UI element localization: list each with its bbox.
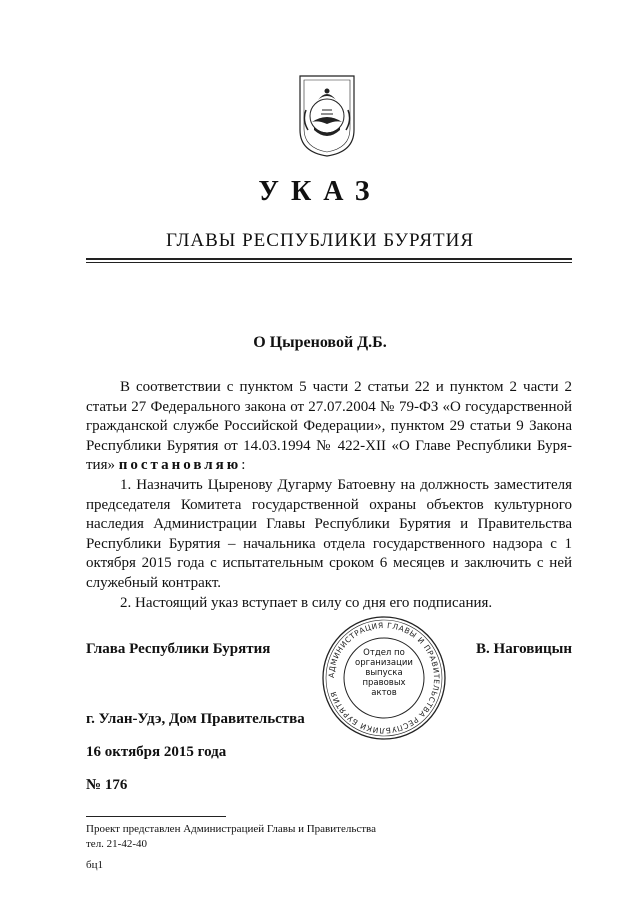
signer-name: В. Наговицын — [476, 641, 572, 657]
footer-code: бц1 — [86, 859, 103, 871]
footer-prepared-by: Проект представлен Администрацией Главы и Правительства — [86, 823, 376, 835]
stamp-line: правовых — [362, 678, 406, 688]
footer-divider — [86, 816, 226, 817]
stamp-ring-text: АДМИНИСТРАЦИЯ ГЛАВЫ И ПРАВИТЕЛЬСТВА РЕСПУБЛИКИ БУРЯТИЯ — [326, 620, 442, 736]
signer-title: Глава Республики Бурятия — [86, 641, 271, 657]
header-divider — [86, 258, 572, 260]
preamble-paragraph — [86, 378, 572, 476]
stamp-inner-text — [354, 648, 414, 708]
coat-of-arms-emblem — [296, 72, 358, 158]
decree-subject: О Цыреновой Д.Б. — [253, 334, 387, 351]
issuing-authority: ГЛАВЫ РЕСПУБЛИКИ БУРЯТИЯ — [165, 230, 475, 251]
stamp-line: организации — [355, 658, 413, 668]
footer-phone: тел. 21-42-40 — [86, 838, 148, 850]
issue-place: г. Улан-Удэ, Дом Правительства — [86, 711, 305, 727]
decree-item-1: 1. Назначить Цыренову Дугарму Батоевну на должность заместителя председателя Комитета государственной охраны объектов культурного наследия Администрации Главы Республики Бурятия и Правительства Республики Бурятия – начальника отдела государственного надзора с 1 октября 2015 года с испытательным сроком 6 месяцев и заключить с ней служебный контракт. — [86, 477, 572, 591]
official-stamp — [320, 614, 448, 742]
decree-number: № 176 — [86, 777, 128, 793]
stamp-line: актов — [371, 688, 397, 698]
header-divider-thin — [86, 262, 572, 263]
stamp-line: выпуска — [365, 668, 403, 678]
preamble-text: В соответствии с пунктом 5 части 2 статьи 22 и пунктом 2 части 2 статьи 27 Федерального закона от 27.07.2004 № 79-ФЗ «О государственной гражданской службе Российской Федерации», пунктом 29 статьи 9 Закона Республики Бурятия от 14.03.1994 № 422-XII «О Главе Республики Буря-тия» — [86, 379, 572, 473]
decree-word-colon: : — [241, 457, 246, 473]
stamp-line: Отдел по — [363, 648, 405, 658]
decree-item-2: 2. Настоящий указ вступает в силу со дня его подписания. — [120, 595, 493, 611]
decree-word: постановляю — [118, 457, 242, 473]
document-type-title: УКАЗ — [258, 176, 382, 207]
issue-date: 16 октября 2015 года — [86, 744, 227, 760]
